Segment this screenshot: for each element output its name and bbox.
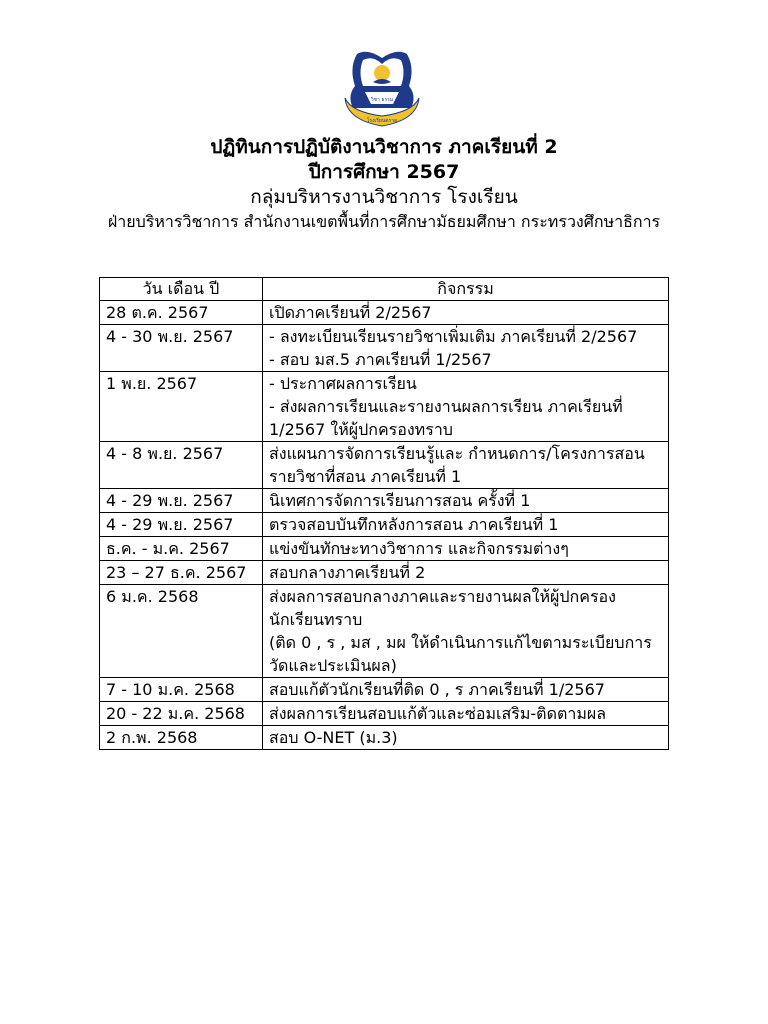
- row-activity: [263, 301, 669, 325]
- page-description: ฝ่ายบริหารวิชาการ สำนักงานเขตพื้นที่การศึกษามัธยมศึกษา กระทรวงศึกษาธิการ: [107, 212, 661, 231]
- page-title-line2: ปีการศึกษา 2567: [308, 161, 460, 183]
- table-row: [100, 678, 669, 702]
- table-row: [100, 442, 669, 489]
- column-header-date: วัน เดือน ปี: [100, 278, 263, 301]
- activity-line: สอบ O-NET (ม.3): [269, 728, 398, 747]
- activity-line: สอบแก้ตัวนักเรียนที่ติด 0 , ร ภาคเรียนที่ 1/2567: [269, 680, 605, 699]
- table-row: [100, 489, 669, 513]
- row-date: 4 - 30 พ.ย. 2567: [100, 325, 263, 372]
- academic-calendar-table: [99, 277, 669, 750]
- row-date: 1 พ.ย. 2567: [100, 372, 263, 442]
- table-row: [100, 325, 669, 372]
- row-date: 20 - 22 ม.ค. 2568: [100, 702, 263, 726]
- page-title-line1: ปฏิทินการปฏิบัติงานวิชาการ ภาคเรียนที่ 2: [210, 136, 558, 158]
- activity-line: ส่งแผนการจัดการเรียนรู้และ กำหนดการ/โครงการสอนรายวิชาที่สอน ภาคเรียนที่ 1: [269, 444, 645, 486]
- table-row: [100, 702, 669, 726]
- logo-motto: วิชา ธรรม: [370, 97, 394, 103]
- activity-line: ส่งผลการสอบกลางภาคและรายงานผลให้ผู้ปกครองนักเรียนทราบ: [269, 587, 616, 629]
- row-date: 2 ก.พ. 2568: [100, 726, 263, 750]
- table-row: [100, 726, 669, 750]
- table-row: [100, 561, 669, 585]
- row-date: 4 - 29 พ.ย. 2567: [100, 489, 263, 513]
- row-activity: [263, 561, 669, 585]
- row-activity: [263, 325, 669, 372]
- table-row: [100, 513, 669, 537]
- table-row: [100, 585, 669, 678]
- row-date: 23 – 27 ธ.ค. 2567: [100, 561, 263, 585]
- row-activity: [263, 678, 669, 702]
- row-date: 7 - 10 ม.ค. 2568: [100, 678, 263, 702]
- activity-line: - ประกาศผลการเรียน: [269, 374, 417, 393]
- logo-ribbon-text: โรงเรียนตราด: [366, 118, 398, 124]
- table-row: [100, 372, 669, 442]
- activity-line: - สอบ มส.5 ภาคเรียนที่ 1/2567: [269, 350, 492, 369]
- table-row: [100, 301, 669, 325]
- table-header-row: [100, 278, 669, 301]
- row-activity: [263, 442, 669, 489]
- table-row: [100, 537, 669, 561]
- row-activity: [263, 489, 669, 513]
- column-header-activity: กิจกรรม: [263, 278, 669, 301]
- row-date: 4 - 29 พ.ย. 2567: [100, 513, 263, 537]
- row-activity: [263, 537, 669, 561]
- activity-line: เปิดภาคเรียนที่ 2/2567: [269, 303, 432, 322]
- activity-line: ส่งผลการเรียนสอบแก้ตัวและซ่อมเสริม-ติดตามผล: [269, 704, 607, 723]
- row-date: 4 - 8 พ.ย. 2567: [100, 442, 263, 489]
- page-subtitle: กลุ่มบริหารงานวิชาการ โรงเรียน: [250, 186, 518, 208]
- row-activity: [263, 513, 669, 537]
- row-activity: [263, 702, 669, 726]
- activity-line: (ติด 0 , ร , มส , มผ ให้ดำเนินการแก้ไขตามระเบียบการวัดและประเมินผล): [269, 633, 652, 675]
- activity-line: - ลงทะเบียนเรียนรายวิชาเพิ่มเติม ภาคเรียนที่ 2/2567: [269, 327, 638, 346]
- activity-line: แข่งขันทักษะทางวิชาการ และกิจกรรมต่างๆ: [269, 539, 569, 558]
- row-activity: [263, 726, 669, 750]
- row-date: ธ.ค. - ม.ค. 2567: [100, 537, 263, 561]
- activity-line: นิเทศการจัดการเรียนการสอน ครั้งที่ 1: [269, 491, 531, 510]
- row-activity: [263, 372, 669, 442]
- row-date: 6 ม.ค. 2568: [100, 585, 263, 678]
- row-date: 28 ต.ค. 2567: [100, 301, 263, 325]
- row-activity: [263, 585, 669, 678]
- activity-line: - ส่งผลการเรียนและรายงานผลการเรียน ภาคเรียนที่ 1/2567 ให้ผู้ปกครองทราบ: [269, 397, 623, 439]
- activity-line: ตรวจสอบบันทึกหลังการสอน ภาคเรียนที่ 1: [269, 515, 559, 534]
- activity-line: สอบกลางภาคเรียนที่ 2: [269, 563, 426, 582]
- table-body: [100, 301, 669, 750]
- school-emblem-logo: [339, 46, 425, 132]
